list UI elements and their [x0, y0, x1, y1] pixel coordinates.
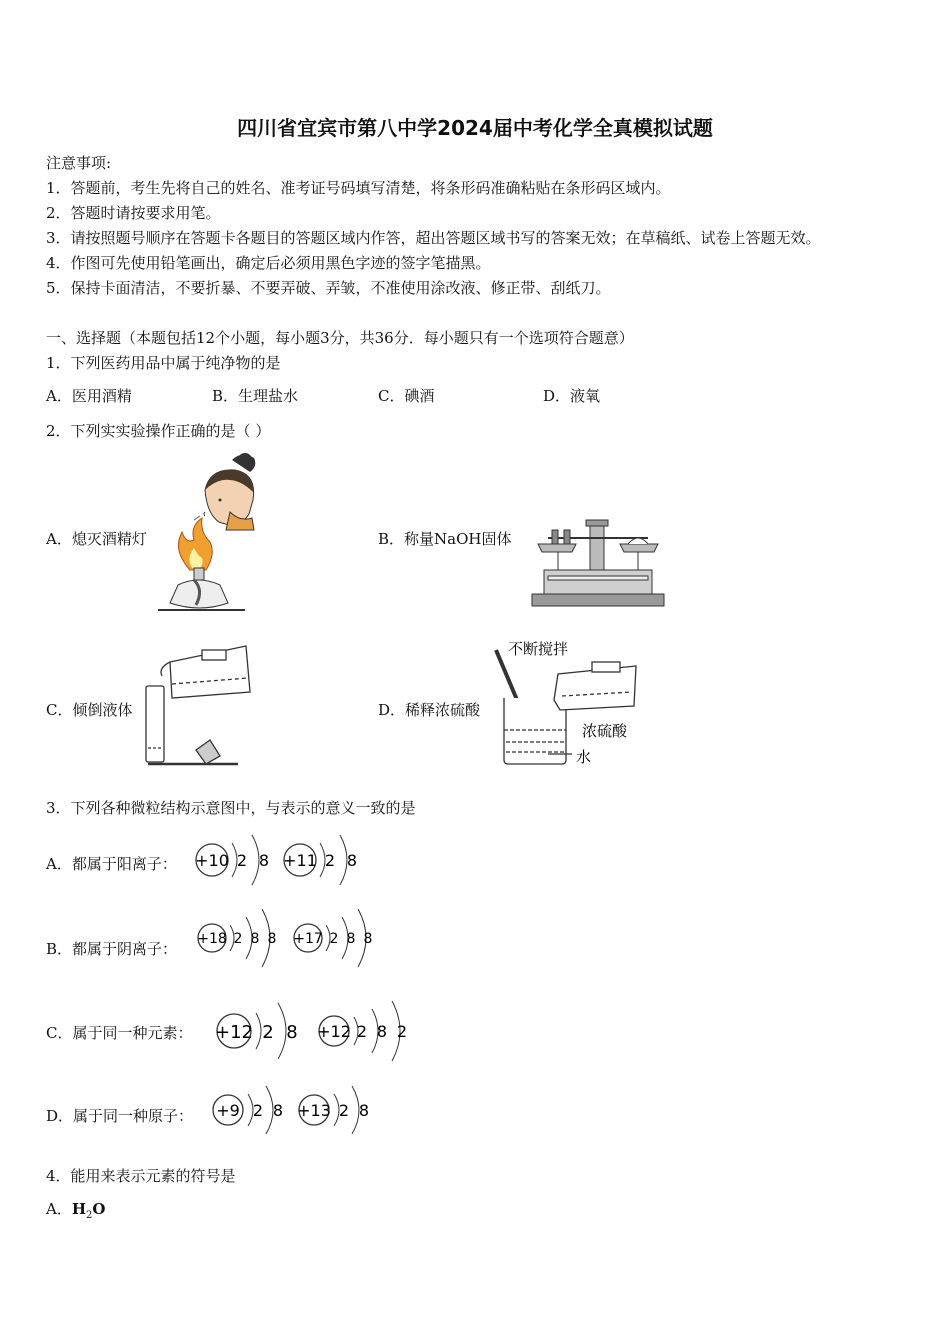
q3-option-d: D．属于同一种原子：: [46, 1107, 194, 1125]
q3c-diagrams: [212, 995, 422, 1070]
atom-diagram: [195, 835, 269, 885]
nucleus-label: +18: [197, 931, 227, 947]
notice-heading: 注意事项:: [46, 154, 112, 172]
shell-count: 8: [258, 851, 270, 870]
shell-count: 2: [338, 1101, 350, 1120]
q3d-diagrams: [208, 1080, 408, 1145]
label-stir: 不断搅拌: [508, 640, 569, 658]
option-prefix: A．: [46, 1200, 72, 1218]
q3-option-c: C．属于同一种元素：: [46, 1024, 193, 1042]
q1-option-c: C．碘酒: [378, 387, 435, 405]
q1-option-a: A．医用酒精: [46, 387, 132, 405]
nucleus-label: +13: [297, 1101, 331, 1120]
atom-diagram: [283, 835, 357, 885]
shell-count: 2: [252, 1101, 264, 1120]
notice-item: 3．请按照题号顺序在答题卡各题目的答题区域内作答，超出答题区域书写的答案无效；在草稿纸、试卷上答题无效。: [46, 229, 821, 247]
atom-diagram: [293, 909, 372, 967]
formula: O: [92, 1200, 106, 1218]
nucleus-label: +17: [293, 931, 323, 947]
question-3-stem: 3．下列各种微粒结构示意图中，与表示的意义一致的是: [46, 799, 416, 817]
q2-option-c: C．倾倒液体: [46, 701, 133, 719]
notice-item: 1．答题前，考生先将自己的姓名、准考证号码填写清楚，将条形码准确粘贴在条形码区域内。: [46, 179, 671, 197]
q2-option-a: A．熄灭酒精灯: [46, 530, 147, 548]
pouring-figure: [140, 640, 260, 770]
question-1-stem: 1．下列医药用品中属于纯净物的是: [46, 354, 281, 372]
nucleus-label: +9: [216, 1101, 240, 1120]
shell-count: 2: [233, 931, 243, 947]
balance-figure: [528, 518, 668, 610]
q1-option-b: B．生理盐水: [212, 387, 299, 405]
nucleus-label: +11: [283, 851, 317, 870]
shell-count: 8: [346, 851, 358, 870]
shell-count: 2: [324, 851, 336, 870]
nucleus-label: +10: [195, 851, 229, 870]
shell-count: 2: [329, 931, 339, 947]
shell-count: 8: [358, 1101, 370, 1120]
q1-option-d: D．液氧: [543, 387, 601, 405]
shell-count: 8: [376, 1022, 388, 1041]
shell-count: 2: [262, 1022, 274, 1043]
alcohol-lamp-figure: [150, 450, 270, 615]
atom-diagram: [197, 909, 276, 967]
atom-diagram: [215, 1003, 298, 1059]
label-water: 水: [576, 748, 592, 766]
formula: H: [71, 1200, 87, 1218]
nucleus-label: +12: [317, 1022, 351, 1041]
notice-item: 5．保持卡面清洁，不要折暴、不要弄破、弄皱，不准使用涂改液、修正带、刮纸刀。: [46, 279, 611, 297]
q3-option-a: A．都属于阳离子：: [46, 855, 177, 873]
shell-count: 8: [250, 931, 260, 947]
atom-diagram: [297, 1086, 369, 1134]
page-title: 四川省宜宾市第八中学2024届中考化学全真模拟试题: [237, 116, 713, 140]
q3b-diagrams: [192, 905, 422, 975]
q2-option-b: B．称量NaOH固体: [378, 530, 512, 548]
shell-count: 2: [236, 851, 248, 870]
question-4-stem: 4．能用来表示元素的符号是: [46, 1167, 236, 1185]
q2-option-d: D．稀释浓硫酸: [378, 701, 481, 719]
formula-subscript: 2: [86, 1210, 93, 1221]
q3-option-b: B．都属于阴离子：: [46, 940, 178, 958]
shell-count: 8: [272, 1101, 284, 1120]
notice-item: 4．作图可先使用铅笔画出，确定后必须用黑色字迹的签字笔描黑。: [46, 254, 491, 272]
nucleus-label: +12: [215, 1022, 253, 1043]
shell-count: 8: [346, 931, 356, 947]
notice-item: 2．答题时请按要求用笔。: [46, 204, 221, 222]
q3a-diagrams: [190, 825, 420, 895]
shell-count: 2: [396, 1022, 408, 1041]
shell-count: 2: [356, 1022, 368, 1041]
section-heading: 一、选择题（本题包括12个小题，每小题3分，共36分．每小题只有一个选项符合题意）: [46, 329, 634, 347]
question-2-stem: 2．下列实实验操作正确的是（ ）: [46, 422, 271, 440]
dilution-figure: [490, 638, 650, 774]
atom-diagram: [317, 1001, 407, 1061]
shell-count: 8: [286, 1022, 298, 1043]
q4-option-a: [46, 1198, 105, 1221]
atom-diagram: [213, 1086, 283, 1134]
label-acid: 浓硫酸: [582, 722, 628, 740]
shell-count: 8: [267, 931, 277, 947]
shell-count: 8: [363, 931, 373, 947]
